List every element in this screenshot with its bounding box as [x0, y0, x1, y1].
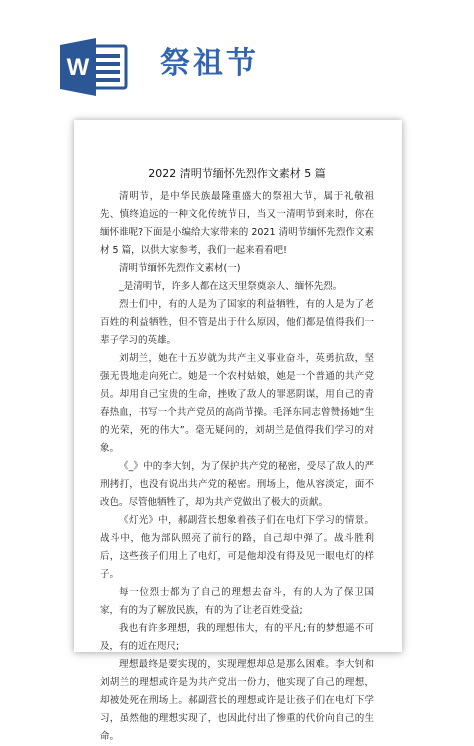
paragraph: 《灯光》中，郝副营长想象着孩子们在电灯下学习的情景。战斗中，他为部队照亮了前行的路，自己却中弹了。战斗胜利后，这些孩子们用上了电灯，可是他却没有得及见一眼电灯的样子。 [100, 515, 374, 580]
header-banner [0, 0, 474, 100]
document-title: 2022 清明节缅怀先烈作文素材 5 篇 [148, 167, 326, 180]
paragraph: 每一位烈士都为了自己的理想去奋斗，有的人为了保卫国家，有的为了解放民族，有的为了让老百姓受益; [100, 587, 374, 616]
paragraph: _是清明节，许多人都在这天里祭奠亲人、缅怀先烈。 [119, 281, 343, 292]
word-logo-letter: W [66, 54, 90, 81]
paragraph-intro: 清明节，是中华民族最隆重盛大的祭祖大节，属于礼敬祖先、慎终追远的一种文化传统节日，当又一清明节到来时，你在缅怀谁呢?下面是小编给大家带来的 2021 清明节缅怀先烈作文素材 5 篇，以供大家参考，我们一起来看看吧! [100, 191, 374, 256]
paragraph: 烈士们中，有的人是为了国家的利益牺牲，有的人是为了老百姓的利益牺牲，但不管是出于什么原因，他们都是值得我们一辈子学习的英雄。 [100, 299, 374, 346]
section-heading: 清明节缅怀先烈作文素材(一) [119, 263, 241, 274]
paragraph: 理想最终是要实现的，实现理想却总是那么困难。李大钊和刘胡兰的理想或许是为共产党出一份力，他实现了自己的理想，却被处死在刑场上。郝副营长的理想或许是让孩子们在电灯下学习，虽然他的理想实现了，也因此付出了惨重的代价向自己的生命。 [100, 659, 374, 742]
document-page [74, 120, 402, 742]
paragraph: 我也有许多理想，我的理想伟大，有的平凡;有的梦想遥不可及，有的近在咫尺; [100, 623, 374, 652]
microsoft-word-icon [60, 38, 128, 96]
header-title: 祭祖节 [160, 46, 259, 81]
paragraph: 《_》中的李大钊，为了保护共产党的秘密，受尽了敌人的严刑拷打，也没有说出共产党的秘密。刑场上，他从容淡定，面不改色。尽管他牺牲了，却为共产党做出了极大的贡献。 [100, 461, 374, 508]
paragraph: 刘胡兰，她在十五岁就为共产主义事业奋斗，英勇抗敌，坚强无畏地走向死亡。她是一个农村姑娘，她是一个普通的共产党员。却用自己宝贵的生命，挫败了敌人的罪恶阴谋，用自己的青春热血，书写一个共产党员的高尚节操。毛泽东同志曾赞扬她“生的光荣，死的伟大”。毫无疑问的，刘胡兰是值得我们学习的对象。 [100, 353, 374, 454]
document-body [100, 164, 374, 746]
